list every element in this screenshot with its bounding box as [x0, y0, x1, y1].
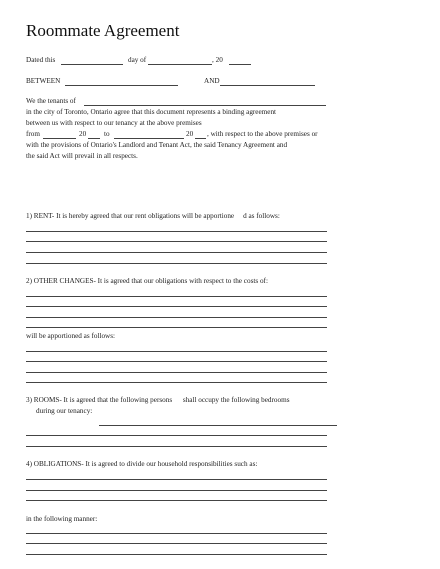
apportioned-label: will be apportioned as follows: [26, 332, 116, 340]
tenants-line-6: the said Act will prevail in all respects. [26, 152, 138, 160]
obligations-heading: 4) OBLIGATIONS- It is agreed to divide our household responsibilities such as: [26, 460, 258, 468]
obligations-line[interactable] [26, 490, 327, 491]
obligations-line[interactable] [26, 500, 327, 501]
apportion-line[interactable] [26, 382, 327, 383]
apportion-line[interactable] [26, 372, 327, 373]
from-label: from [26, 130, 40, 138]
manner-line[interactable] [26, 554, 327, 555]
dated-year-field[interactable] [229, 64, 251, 65]
dated-day-field[interactable] [61, 64, 123, 65]
tenants-of-label: We the tenants of [26, 97, 76, 105]
from-year-field[interactable] [88, 138, 100, 139]
rent-line[interactable] [26, 241, 327, 242]
tenants-line-4-tail: , with respect to the above premises or [207, 130, 318, 138]
from-year-label: 20 [79, 130, 87, 138]
and-label: AND [204, 77, 220, 85]
rent-line[interactable] [26, 252, 327, 253]
dated-this-label: Dated this [26, 56, 56, 64]
rooms-during-label: during our tenancy: [36, 407, 93, 415]
to-label: to [104, 130, 110, 138]
rooms-heading: 3) ROOMS- It is agreed that the following persons shall occupy the following bedrooms [26, 396, 290, 404]
tenants-line-5: with the provisions of Ontario's Landlord and Tenant Act, the said Tenancy Agreement and [26, 141, 288, 149]
rent-line[interactable] [26, 263, 327, 264]
rent-heading: 1) RENT- It is hereby agreed that our rent obligations will be apportione d as follows: [26, 212, 280, 220]
between-party2-field[interactable] [220, 85, 315, 86]
manner-label: in the following manner: [26, 515, 98, 523]
tenants-line-2: in the city of Toronto, Ontario agree that this document represents a binding agreement [26, 108, 277, 116]
costs-line[interactable] [26, 327, 327, 328]
costs-line[interactable] [26, 306, 327, 307]
manner-line[interactable] [26, 533, 327, 534]
manner-line[interactable] [26, 543, 327, 544]
from-date-field[interactable] [43, 138, 76, 139]
apportion-line[interactable] [26, 351, 327, 352]
rooms-line[interactable] [99, 425, 337, 426]
rent-line[interactable] [26, 231, 327, 232]
dated-month-field[interactable] [148, 64, 212, 65]
to-year-label: 20 [186, 130, 194, 138]
costs-line[interactable] [26, 296, 327, 297]
costs-line[interactable] [26, 317, 327, 318]
obligations-line[interactable] [26, 479, 327, 480]
other-changes-heading: 2) OTHER CHANGES- It is agreed that our obligations with respect to the costs of: [26, 277, 268, 285]
document-title: Roommate Agreement [26, 21, 180, 40]
year-prefix-label: , 20 [212, 56, 223, 64]
day-of-label: day of [128, 56, 147, 64]
rooms-line[interactable] [26, 435, 327, 436]
to-date-field[interactable] [114, 138, 184, 139]
premises-address-field[interactable] [84, 105, 326, 106]
tenants-line-3: between us with respect to our tenancy at the above premises [26, 119, 202, 127]
between-party1-field[interactable] [65, 85, 178, 86]
between-label: BETWEEN [26, 77, 61, 85]
rooms-line[interactable] [26, 446, 327, 447]
to-year-field[interactable] [195, 138, 206, 139]
apportion-line[interactable] [26, 361, 327, 362]
